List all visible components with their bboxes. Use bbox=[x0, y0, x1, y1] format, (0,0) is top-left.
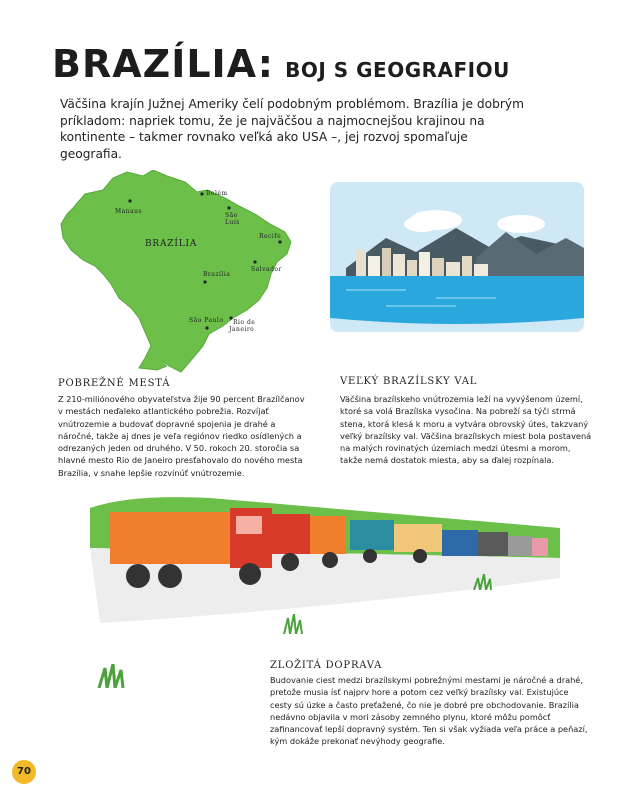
brazil-map bbox=[55, 170, 295, 375]
sea bbox=[330, 276, 584, 324]
section-text-transport: Budovanie ciest medzi brazílskymi pobrežnými mestami je náročné a drahé, pretože musia ísť najprv hore a potom cez veľký brazílsky val. Existujúce cesty sú úzke a často preťažené, čo nie je dobré pre obchodovanie. Brazília nedávno objavila v mori zásoby zemného plynu, ktoré môžu pomôcť zafinancovať lepší dopravný systém. Ten si však vyžiada veľa práce a peňazí, kým dokáže prekonať nevýhody geografie. bbox=[270, 675, 588, 747]
city-label-manaus: Manaus bbox=[115, 208, 143, 215]
city-dot-sao-luis bbox=[227, 206, 230, 209]
map-country-label: BRAZÍLIA bbox=[145, 239, 198, 249]
city-label-recife: Recife bbox=[259, 233, 282, 240]
page-title bbox=[52, 42, 510, 86]
city-dot-salvador bbox=[253, 260, 256, 263]
section-text-coastal-cities: Z 210-miliónového obyvateľstva žije 90 percent Brazílčanov v mestách neďaleko atlantického pobrežia. Rozvíjať vnútrozemie a budovať dopravné spojenia je drahé a náročné, takže aj dnes je veľa regiónov riedko osídlených a odrezaných jeden od druhého. V 50. rokoch 20. storočia sa hlavné mesto Rio de Janeiro presťahovalo do nového mesta Brazília, v snahe lepšie rozvinúť vnútrozemie. bbox=[58, 394, 305, 478]
title-subtitle: BOJ S GEOGRAFIOU bbox=[285, 58, 510, 82]
city-dot-belem bbox=[200, 192, 203, 195]
grass-tuft-icon bbox=[472, 574, 492, 590]
page-number: 70 bbox=[12, 760, 36, 784]
city-label-brazilia: Brazília bbox=[203, 271, 231, 278]
cloud-icon bbox=[404, 216, 440, 232]
city-label-salvador: Salvador bbox=[251, 266, 282, 273]
section-title-coastal-cities: POBREŽNÉ MESTÁ bbox=[58, 378, 171, 389]
city-dot-manaus bbox=[128, 199, 131, 202]
cloud-icon bbox=[497, 215, 545, 233]
section-title-transport: ZLOŽITÁ DOPRAVA bbox=[270, 660, 383, 671]
city-label-sao-luis-1: São bbox=[225, 212, 238, 219]
city-dot-recife bbox=[278, 240, 281, 243]
coastal-city-illustration bbox=[326, 178, 588, 338]
grass-tuft-icon bbox=[280, 614, 304, 634]
city-label-rio-1: Rio de bbox=[233, 319, 256, 326]
section-text-great-escarpment: Väčšina brazílskeho vnútrozemia leží na vyvýšenom území, ktoré sa volá Brazílska vysočina. Na pobreží sa týči strmá stena, ktorá klesá k moru a vytvára obrovský útes, takzvaný veľký brazílsky val. Väčšina brazílskych miest bola postavená na malých rovinatých územiach medzi útesmi a morom, takže nemá dostatok miesta, aby sa ďalej rozpínala. bbox=[340, 394, 592, 466]
city-label-rio-2: Janeiro bbox=[229, 326, 255, 333]
intro-paragraph: Väčšina krajín Južnej Ameriky čelí podobným problémom. Brazília je dobrým príkladom: napriek tomu, že je najväčšou a najmocnejšou krajinou na kontinente – takmer rovnako veľká ako USA –, jej rozvoj spomaľuje geografia. bbox=[60, 97, 524, 161]
section-title-great-escarpment: VEĽKÝ BRAZÍLSKY VAL bbox=[340, 376, 478, 387]
city-label-belem: Belém bbox=[206, 190, 228, 197]
city-label-sao-paulo: São Paulo bbox=[189, 317, 224, 324]
city-dot-brazilia bbox=[203, 280, 206, 283]
city-label-sao-luis-2: Luís bbox=[225, 219, 240, 226]
city-dot-sao-paulo bbox=[205, 326, 208, 329]
trucks-illustration bbox=[90, 488, 560, 633]
title-main: BRAZÍLIA: bbox=[52, 42, 274, 86]
grass-tuft-icon bbox=[95, 664, 129, 688]
